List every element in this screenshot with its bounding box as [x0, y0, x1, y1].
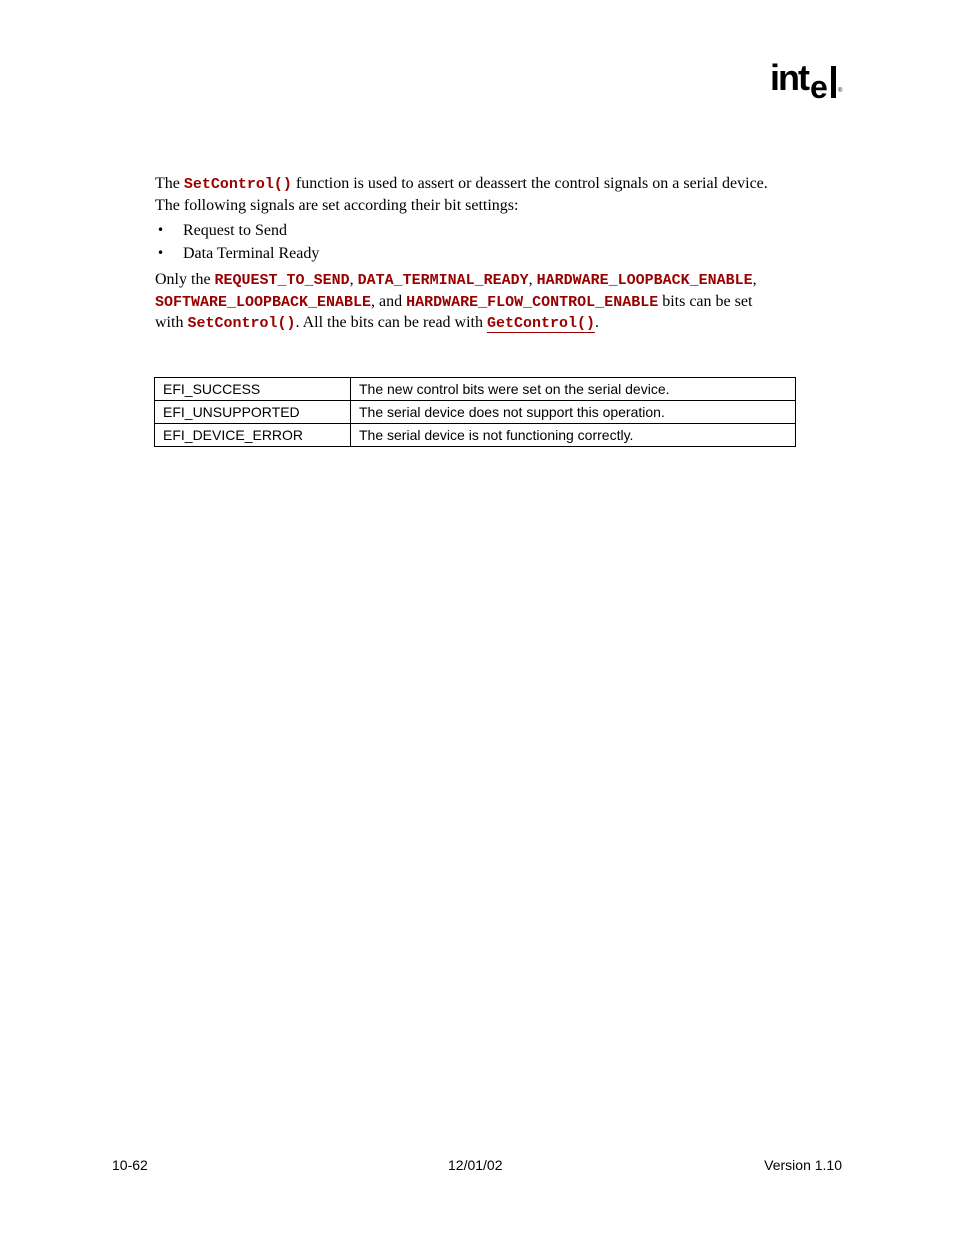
status-codes-table [154, 377, 796, 447]
bullet-icon: • [157, 246, 165, 260]
footer-version: Version 1.10 [764, 1157, 842, 1173]
status-code-cell: EFI_UNSUPPORTED [155, 401, 351, 424]
list-item-text: Request to Send [183, 222, 287, 239]
page-number: 10-62 [112, 1157, 148, 1173]
list-item [155, 242, 845, 265]
text: with [155, 314, 188, 331]
text: Only the [155, 271, 215, 288]
logo-registered-mark: ® [838, 88, 843, 94]
status-description-cell: The serial device does not support this operation. [351, 401, 796, 424]
intel-logo-icon [770, 56, 848, 104]
getcontrol-link[interactable]: GetControl() [487, 315, 596, 332]
hardware-flow-control-enable-code: HARDWARE_FLOW_CONTROL_ENABLE [406, 293, 659, 311]
bullet-icon: • [157, 223, 165, 237]
logo-letter-l [831, 66, 836, 98]
table-row [155, 424, 796, 447]
status-code-cell: EFI_DEVICE_ERROR [155, 424, 351, 447]
signal-list [155, 219, 845, 265]
text: . All the bits can be read with [295, 314, 487, 331]
text: , [528, 271, 537, 288]
text: , and [371, 292, 407, 310]
list-item-text: Data Terminal Ready [183, 245, 320, 262]
logo-text-e: e [810, 69, 828, 104]
intel-logo [770, 56, 848, 104]
page-footer [112, 1157, 842, 1175]
text: The [155, 175, 184, 192]
request-to-send-code: REQUEST_TO_SEND [214, 272, 350, 289]
status-code-cell: EFI_SUCCESS [155, 378, 351, 401]
setcontrol-code: SetControl() [187, 315, 296, 332]
table-row [155, 401, 796, 424]
main-content [155, 173, 845, 335]
text: The following signals are set according their bit settings: [155, 197, 519, 214]
data-terminal-ready-code: DATA_TERMINAL_READY [357, 272, 529, 289]
text: function is used to assert or deassert the control signals on a serial device. [291, 175, 768, 192]
status-description-cell: The new control bits were set on the serial device. [351, 378, 796, 401]
logo-text-int: int [770, 57, 808, 98]
footer-date: 12/01/02 [448, 1157, 503, 1173]
text: , [752, 271, 757, 288]
hardware-loopback-enable-code: HARDWARE_LOOPBACK_ENABLE [536, 272, 753, 289]
status-description-cell: The serial device is not functioning correctly. [351, 424, 796, 447]
text: bits can be set [658, 292, 753, 310]
bits-paragraph [155, 270, 845, 335]
software-loopback-enable-code: SOFTWARE_LOOPBACK_ENABLE [155, 293, 372, 311]
description-paragraph [155, 173, 845, 216]
text: , [349, 271, 358, 288]
table-row [155, 378, 796, 401]
setcontrol-code: SetControl() [183, 176, 292, 193]
text: . [595, 314, 600, 331]
list-item [155, 219, 845, 242]
